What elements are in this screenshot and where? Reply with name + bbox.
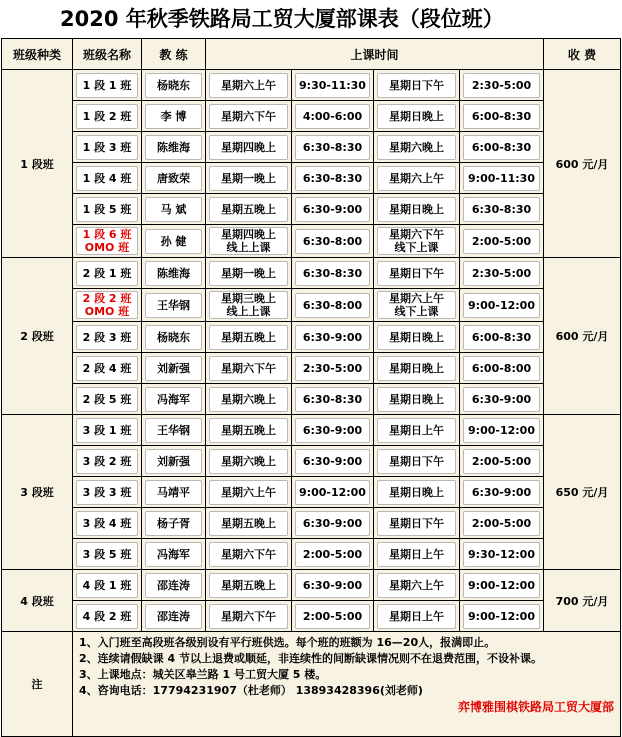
coach-cell <box>142 163 206 194</box>
time-1: 6:30-8:30 <box>302 140 363 154</box>
class-name-cell <box>73 322 142 353</box>
notes-label: 注 <box>2 632 73 737</box>
day-2-cell <box>374 322 460 353</box>
header-fee: 收 费 <box>544 39 621 70</box>
time-2-cell <box>460 384 544 415</box>
day-2-sub: 线下上课 <box>394 241 439 254</box>
day-1: 星期六下午 <box>221 109 276 123</box>
time-1-cell <box>292 225 374 258</box>
time-2: 9:00-12:00 <box>468 578 535 592</box>
time-2: 6:30-9:00 <box>471 485 532 499</box>
time-2: 2:30-5:00 <box>471 78 532 92</box>
note-line: 2、连续请假缺课 4 节以上退费或顺延，非连续性的间断缺课情况则不在退费范围，不设补课。 <box>79 652 542 665</box>
day-1-cell <box>206 446 292 477</box>
coach-cell <box>142 101 206 132</box>
day-1-cell <box>206 289 292 322</box>
day-2-cell <box>374 132 460 163</box>
day-2: 星期六晚上 <box>389 140 444 154</box>
fee: 700 元/月 <box>544 570 621 632</box>
class-name: 2 段 5 班 <box>82 392 132 406</box>
coach: 杨晓东 <box>157 78 190 92</box>
group-name: 1 段班 <box>2 70 73 258</box>
coach-cell <box>142 539 206 570</box>
class-name: 1 段 1 班 <box>82 78 132 92</box>
class-name: 2 段 4 班 <box>82 361 132 375</box>
coach-cell <box>142 446 206 477</box>
time-1-cell <box>292 322 374 353</box>
table-row <box>2 570 621 601</box>
class-name-cell <box>73 601 142 632</box>
day-2: 星期六上午 <box>389 171 444 185</box>
coach-cell <box>142 194 206 225</box>
time-1-cell <box>292 353 374 384</box>
day-2-cell <box>374 163 460 194</box>
time-1: 6:30-8:30 <box>302 266 363 280</box>
class-name-cell <box>73 101 142 132</box>
time-2: 6:00-8:00 <box>471 361 532 375</box>
header-coach: 教 练 <box>142 39 206 70</box>
time-1-cell <box>292 258 374 289</box>
day-2: 星期日上午 <box>389 423 444 437</box>
time-2: 2:00-5:00 <box>471 234 532 248</box>
time-1-cell <box>292 101 374 132</box>
time-1: 6:30-8:30 <box>302 392 363 406</box>
day-2: 星期日下午 <box>389 454 444 468</box>
class-name-cell <box>73 353 142 384</box>
class-name: 1 段 4 班 <box>82 171 132 185</box>
day-2: 星期六下午 <box>389 228 444 241</box>
table-row <box>2 289 621 322</box>
time-2: 9:00-12:00 <box>468 298 535 312</box>
time-2: 9:00-12:00 <box>468 423 535 437</box>
day-2-cell <box>374 258 460 289</box>
coach-cell <box>142 601 206 632</box>
header-class-name: 班级名称 <box>73 39 142 70</box>
group-name: 3 段班 <box>2 415 73 570</box>
time-1-cell <box>292 132 374 163</box>
day-2: 星期日上午 <box>389 609 444 623</box>
time-1: 2:00-5:00 <box>302 547 363 561</box>
day-1-cell <box>206 415 292 446</box>
time-2-cell <box>460 289 544 322</box>
time-2-cell <box>460 322 544 353</box>
time-1: 6:30-9:00 <box>302 516 363 530</box>
class-name: 1 段 6 班 <box>82 228 132 241</box>
coach: 王华钢 <box>157 423 190 437</box>
time-2-cell <box>460 101 544 132</box>
day-2-sub: 线下上课 <box>394 305 439 318</box>
time-2-cell <box>460 539 544 570</box>
time-2: 6:00-8:30 <box>471 109 532 123</box>
time-2-cell <box>460 570 544 601</box>
day-1: 星期六上午 <box>221 485 276 499</box>
day-2-cell <box>374 415 460 446</box>
table-row <box>2 539 621 570</box>
time-1: 4:00-6:00 <box>302 109 363 123</box>
coach: 王华钢 <box>157 298 190 312</box>
table-row <box>2 194 621 225</box>
day-2: 星期日晚上 <box>389 330 444 344</box>
table-row <box>2 446 621 477</box>
class-name-cell <box>73 163 142 194</box>
coach: 李 博 <box>160 109 187 123</box>
day-2: 星期日晚上 <box>389 361 444 375</box>
day-2-cell <box>374 353 460 384</box>
table-row <box>2 163 621 194</box>
brand-name: 弈博雅围棋铁路局工贸大厦部 <box>458 700 615 714</box>
day-2: 星期日晚上 <box>389 202 444 216</box>
class-name-cell <box>73 70 142 101</box>
fee: 650 元/月 <box>544 415 621 570</box>
time-1-cell <box>292 508 374 539</box>
coach: 刘新强 <box>157 361 190 375</box>
coach-cell <box>142 570 206 601</box>
day-1: 星期五晚上 <box>221 202 276 216</box>
time-1: 6:30-9:00 <box>302 578 363 592</box>
time-2: 6:30-8:30 <box>471 202 532 216</box>
header-row <box>2 39 621 70</box>
day-1: 星期六晚上 <box>221 392 276 406</box>
coach: 陈维海 <box>157 140 190 154</box>
day-1-sub: 线上上课 <box>226 305 271 318</box>
coach-cell <box>142 322 206 353</box>
time-1: 6:30-9:00 <box>302 423 363 437</box>
day-2: 星期六上午 <box>389 578 444 592</box>
day-2-cell <box>374 101 460 132</box>
class-name: 3 段 2 班 <box>82 454 132 468</box>
day-2-cell <box>374 539 460 570</box>
class-name-cell <box>73 508 142 539</box>
table-row <box>2 70 621 101</box>
table-row <box>2 225 621 258</box>
time-1-cell <box>292 384 374 415</box>
coach: 孙 健 <box>160 234 187 248</box>
day-2: 星期日晚上 <box>389 392 444 406</box>
coach-cell <box>142 289 206 322</box>
class-name-cell <box>73 258 142 289</box>
time-2-cell <box>460 415 544 446</box>
table-row <box>2 601 621 632</box>
day-2-cell <box>374 70 460 101</box>
day-1-cell <box>206 132 292 163</box>
class-name-cell <box>73 446 142 477</box>
table-row <box>2 132 621 163</box>
day-1-cell <box>206 539 292 570</box>
time-1-cell <box>292 415 374 446</box>
coach-cell <box>142 415 206 446</box>
header-class-time: 上课时间 <box>206 39 544 70</box>
class-name: 3 段 5 班 <box>82 547 132 561</box>
class-name: 2 段 3 班 <box>82 330 132 344</box>
time-1-cell <box>292 194 374 225</box>
day-2-cell <box>374 508 460 539</box>
page-title: 2020 年秋季铁路局工贸大厦部课表（段位班） <box>60 7 504 31</box>
class-name-cell <box>73 415 142 446</box>
class-name-cell <box>73 132 142 163</box>
day-2: 星期日晚上 <box>389 109 444 123</box>
day-1-cell <box>206 570 292 601</box>
day-2-cell <box>374 477 460 508</box>
time-1: 6:30-8:00 <box>302 298 363 312</box>
time-2: 2:00-5:00 <box>471 454 532 468</box>
class-name: 2 段 2 班 <box>82 292 132 305</box>
day-1: 星期一晚上 <box>221 266 276 280</box>
time-2-cell <box>460 225 544 258</box>
group-name: 2 段班 <box>2 258 73 415</box>
day-1-cell <box>206 322 292 353</box>
day-1-cell <box>206 101 292 132</box>
coach-cell <box>142 508 206 539</box>
time-1-cell <box>292 570 374 601</box>
class-name-cell <box>73 539 142 570</box>
day-1-cell <box>206 70 292 101</box>
class-name-sub: OMO 班 <box>84 241 130 254</box>
coach: 杨晓东 <box>157 330 190 344</box>
time-2-cell <box>460 446 544 477</box>
day-1-cell <box>206 508 292 539</box>
table-row <box>2 477 621 508</box>
day-1: 星期五晚上 <box>221 578 276 592</box>
day-1-cell <box>206 258 292 289</box>
coach: 陈维海 <box>157 266 190 280</box>
coach: 冯海军 <box>157 547 190 561</box>
table-row <box>2 508 621 539</box>
day-2: 星期六上午 <box>389 292 444 305</box>
day-2-cell <box>374 289 460 322</box>
day-1: 星期六下午 <box>221 361 276 375</box>
time-1: 6:30-9:00 <box>302 330 363 344</box>
class-name-cell <box>73 570 142 601</box>
time-2: 6:00-8:30 <box>471 330 532 344</box>
time-1-cell <box>292 70 374 101</box>
coach: 唐致荣 <box>157 171 190 185</box>
day-1-cell <box>206 384 292 415</box>
day-1: 星期六上午 <box>221 78 276 92</box>
coach-cell <box>142 225 206 258</box>
coach: 冯海军 <box>157 392 190 406</box>
day-1: 星期五晚上 <box>221 516 276 530</box>
table-row <box>2 322 621 353</box>
fee: 600 元/月 <box>544 258 621 415</box>
day-1-cell <box>206 477 292 508</box>
header-category: 班级种类 <box>2 39 73 70</box>
class-name-cell <box>73 384 142 415</box>
time-1-cell <box>292 163 374 194</box>
class-name-cell <box>73 477 142 508</box>
class-name: 2 段 1 班 <box>82 266 132 280</box>
day-1: 星期四晚上 <box>221 140 276 154</box>
coach: 马靖平 <box>157 485 190 499</box>
note-line: 1、入门班至高段班各级别设有平行班供选。每个班的班额为 16—20人，报满即止。 <box>79 636 496 649</box>
day-1: 星期五晚上 <box>221 423 276 437</box>
day-1: 星期三晚上 <box>221 292 276 305</box>
time-2-cell <box>460 132 544 163</box>
day-1-sub: 线上上课 <box>226 241 271 254</box>
coach: 刘新强 <box>157 454 190 468</box>
class-name-cell <box>73 194 142 225</box>
day-2: 星期日下午 <box>389 516 444 530</box>
time-1: 6:30-8:00 <box>302 234 363 248</box>
note-line: 4、咨询电话：17794231907（杜老师） 13893428396(刘老师) <box>79 684 423 697</box>
coach-cell <box>142 353 206 384</box>
day-1: 星期六下午 <box>221 547 276 561</box>
coach-cell <box>142 258 206 289</box>
class-name-sub: OMO 班 <box>84 305 130 318</box>
time-2-cell <box>460 258 544 289</box>
day-2: 星期日上午 <box>389 547 444 561</box>
day-1: 星期四晚上 <box>221 228 276 241</box>
day-1-cell <box>206 601 292 632</box>
day-2-cell <box>374 601 460 632</box>
time-1-cell <box>292 446 374 477</box>
day-2-cell <box>374 384 460 415</box>
time-2: 9:00-12:00 <box>468 609 535 623</box>
day-1-cell <box>206 353 292 384</box>
time-1-cell <box>292 477 374 508</box>
coach: 杨子胥 <box>157 516 190 530</box>
day-2-cell <box>374 225 460 258</box>
day-2-cell <box>374 570 460 601</box>
class-name: 3 段 4 班 <box>82 516 132 530</box>
class-name: 1 段 3 班 <box>82 140 132 154</box>
group-name: 4 段班 <box>2 570 73 632</box>
day-1-cell <box>206 225 292 258</box>
time-2: 9:00-11:30 <box>468 171 535 185</box>
time-2-cell <box>460 601 544 632</box>
table-row <box>2 353 621 384</box>
class-name: 3 段 3 班 <box>82 485 132 499</box>
time-2-cell <box>460 508 544 539</box>
coach-cell <box>142 132 206 163</box>
table-row <box>2 415 621 446</box>
day-1-cell <box>206 194 292 225</box>
time-1-cell <box>292 289 374 322</box>
coach: 马 斌 <box>160 202 187 216</box>
class-name: 1 段 5 班 <box>82 202 132 216</box>
time-2-cell <box>460 477 544 508</box>
time-2-cell <box>460 194 544 225</box>
notes-content <box>73 632 621 737</box>
time-1: 6:30-9:00 <box>302 202 363 216</box>
time-2: 9:30-12:00 <box>468 547 535 561</box>
table-row <box>2 258 621 289</box>
day-1: 星期六晚上 <box>221 454 276 468</box>
time-1: 6:30-8:30 <box>302 171 363 185</box>
class-name: 3 段 1 班 <box>82 423 132 437</box>
day-1: 星期一晚上 <box>221 171 276 185</box>
time-1-cell <box>292 601 374 632</box>
time-2: 6:00-8:30 <box>471 140 532 154</box>
day-1-cell <box>206 163 292 194</box>
class-name: 4 段 2 班 <box>82 609 132 623</box>
time-2-cell <box>460 163 544 194</box>
day-2: 星期日下午 <box>389 78 444 92</box>
class-name-cell <box>73 289 142 322</box>
time-2: 2:30-5:00 <box>471 266 532 280</box>
table-row <box>2 101 621 132</box>
time-2: 2:00-5:00 <box>471 516 532 530</box>
class-name: 4 段 1 班 <box>82 578 132 592</box>
time-2-cell <box>460 70 544 101</box>
notes-row <box>2 632 621 737</box>
time-1-cell <box>292 539 374 570</box>
day-1: 星期五晚上 <box>221 330 276 344</box>
note-line: 3、上课地点：城关区皋兰路 1 号工贸大厦 5 楼。 <box>79 668 327 681</box>
coach: 邵连涛 <box>157 609 190 623</box>
time-1: 9:00-12:00 <box>299 485 366 499</box>
time-1: 2:30-5:00 <box>302 361 363 375</box>
coach-cell <box>142 477 206 508</box>
time-2-cell <box>460 353 544 384</box>
schedule-table <box>1 38 621 737</box>
time-1: 2:00-5:00 <box>302 609 363 623</box>
fee: 600 元/月 <box>544 70 621 258</box>
class-name-cell <box>73 225 142 258</box>
class-name: 1 段 2 班 <box>82 109 132 123</box>
coach-cell <box>142 384 206 415</box>
day-2-cell <box>374 194 460 225</box>
coach-cell <box>142 70 206 101</box>
time-2: 6:30-9:00 <box>471 392 532 406</box>
day-2-cell <box>374 446 460 477</box>
time-1: 6:30-9:00 <box>302 454 363 468</box>
day-1: 星期六下午 <box>221 609 276 623</box>
table-row <box>2 384 621 415</box>
coach: 邵连涛 <box>157 578 190 592</box>
time-1: 9:30-11:30 <box>299 78 366 92</box>
day-2: 星期日晚上 <box>389 485 444 499</box>
day-2: 星期日下午 <box>389 266 444 280</box>
